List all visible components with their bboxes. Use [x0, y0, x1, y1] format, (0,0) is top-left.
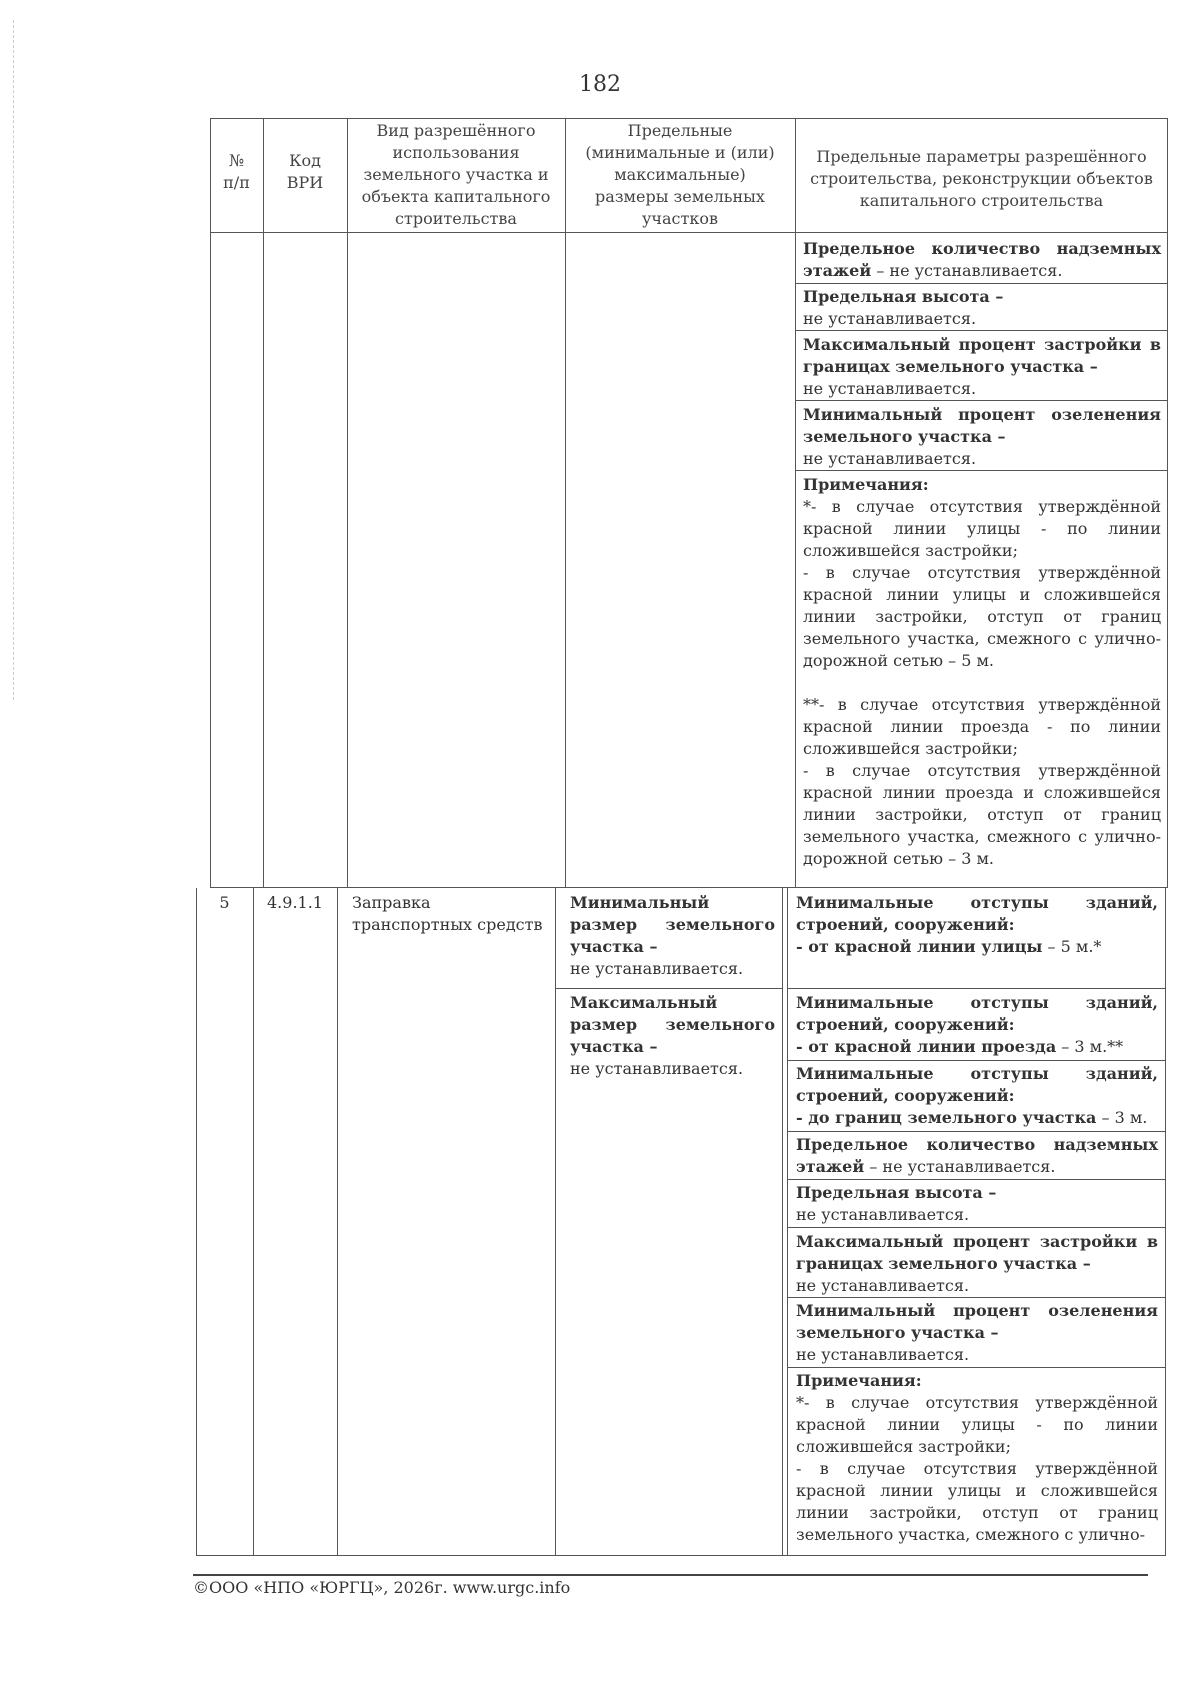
- sub-divider: [555, 988, 782, 989]
- row5-use: Заправка транспортных средств: [352, 893, 543, 934]
- sub-divider: [787, 988, 1166, 989]
- param-height: Предельная высота – не устанавливается.: [803, 287, 1004, 328]
- sub-divider: [795, 330, 1168, 331]
- sub-divider: [787, 1367, 1166, 1368]
- col-divider: [337, 888, 338, 1556]
- sub-divider: [795, 400, 1168, 401]
- row5-setback-passage: Минимальные отступы зданий, строений, сооружений: - от красной линии проезда – 3 м.**: [796, 993, 1158, 1056]
- col-divider: [565, 118, 566, 888]
- row5-num: 5: [219, 893, 230, 912]
- note-3: **- в случае отсутствия утверждённой красной линии проезда - по линии сложившейся застройки;: [803, 695, 1161, 758]
- sub-divider: [787, 1179, 1166, 1180]
- row5-max-size: Максимальный размер земельного участка – не устанавливается.: [570, 993, 775, 1078]
- col-divider: [347, 118, 348, 888]
- col-divider: [253, 888, 254, 1556]
- row5-floors: Предельное количество надземных этажей – не устанавливается.: [796, 1135, 1158, 1176]
- sub-divider: [795, 470, 1168, 471]
- note-2: - в случае отсутствия утверждённой красной линии улицы и сложившейся линии застройки, отступ от границ земельного участка, смежного с улично-дорожной сетью – 5 м.: [803, 563, 1161, 670]
- param-green-percent: Минимальный процент озеленения земельного участка – не устанавливается.: [803, 405, 1161, 468]
- note-4: - в случае отсутствия утверждённой красной линии проезда и сложившейся линии застройки, отступ от границ земельного участка, смежного с улично-дорожной сетью – 3 м.: [803, 761, 1161, 868]
- note-1: *- в случае отсутствия утверждённой красной линии улицы - по линии сложившейся застройки;: [796, 1393, 1158, 1456]
- footer-divider: [193, 1574, 1148, 1576]
- scan-edge-mark: [13, 20, 14, 700]
- sub-divider: [787, 1227, 1166, 1228]
- sub-divider: [787, 1297, 1166, 1298]
- page-number: 182: [579, 72, 621, 97]
- header-use: Вид разрешённого использования земельного участка и объекта капитального строительства: [361, 121, 551, 228]
- sub-divider: [787, 1131, 1166, 1132]
- note-2: - в случае отсутствия утверждённой красной линии улицы и сложившейся линии застройки, отступ от границ земельного участка, смежного с улично-: [796, 1459, 1158, 1544]
- notes-block: Примечания: *- в случае отсутствия утверждённой красной линии улицы - по линии сложившейся застройки; - в случае отсутствия утверждённой красной линии улицы и сложившейся линии застройки, отступ от границ земельного участка, смежного с улично-дорожной сетью – 5 м. **- в случае отсутствия утверждённой красной линии проезда - по линии сложившейся застройки; - в случае отсутствия утверждённой красной линии проезда и сложившейся линии застройки, отступ от границ земельного участка, смежного с улично-дорожной сетью – 3 м.: [803, 475, 1161, 868]
- col-divider-double: [782, 888, 783, 1556]
- sub-divider: [787, 1060, 1166, 1061]
- note-1: *- в случае отсутствия утверждённой красной линии улицы - по линии сложившейся застройки;: [803, 497, 1161, 560]
- row5-height: Предельная высота – не устанавливается.: [796, 1183, 997, 1224]
- row5-build-percent: Максимальный процент застройки в границах земельного участка – не устанавливается.: [796, 1232, 1158, 1295]
- sub-divider: [795, 283, 1168, 284]
- col-divider: [795, 118, 796, 888]
- row5-setback-street: Минимальные отступы зданий, строений, сооружений: - от красной линии улицы – 5 м.*: [796, 893, 1158, 956]
- header-divider: [210, 232, 1168, 233]
- header-code: Код ВРИ: [286, 151, 324, 192]
- row5-min-size: Минимальный размер земельного участка – не устанавливается.: [570, 893, 775, 978]
- row5-setback-boundary: Минимальные отступы зданий, строений, сооружений: - до границ земельного участка – 3 м.: [796, 1064, 1158, 1127]
- header-size: Предельные (минимальные и (или) максимальные) размеры земельных участков: [585, 121, 775, 228]
- row5-green-percent: Минимальный процент озеленения земельного участка – не устанавливается.: [796, 1301, 1158, 1364]
- col-divider: [263, 118, 264, 888]
- header-params: Предельные параметры разрешённого строительства, реконструкции объектов капитального строительства: [810, 147, 1153, 210]
- param-floors: Предельное количество надземных этажей – не устанавливается.: [803, 239, 1161, 280]
- header-num: № п/п: [223, 151, 250, 192]
- param-build-percent: Максимальный процент застройки в границах земельного участка – не устанавливается.: [803, 335, 1161, 398]
- row5-code: 4.9.1.1: [267, 893, 323, 912]
- row5-notes: Примечания: *- в случае отсутствия утверждённой красной линии улицы - по линии сложившейся застройки; - в случае отсутствия утверждённой красной линии улицы и сложившейся линии застройки, отступ от границ земельного участка, смежного с улично-: [796, 1371, 1158, 1544]
- footer-copyright: ©ООО «НПО «ЮРГЦ», 2026г. www.urgc.info: [193, 1578, 571, 1597]
